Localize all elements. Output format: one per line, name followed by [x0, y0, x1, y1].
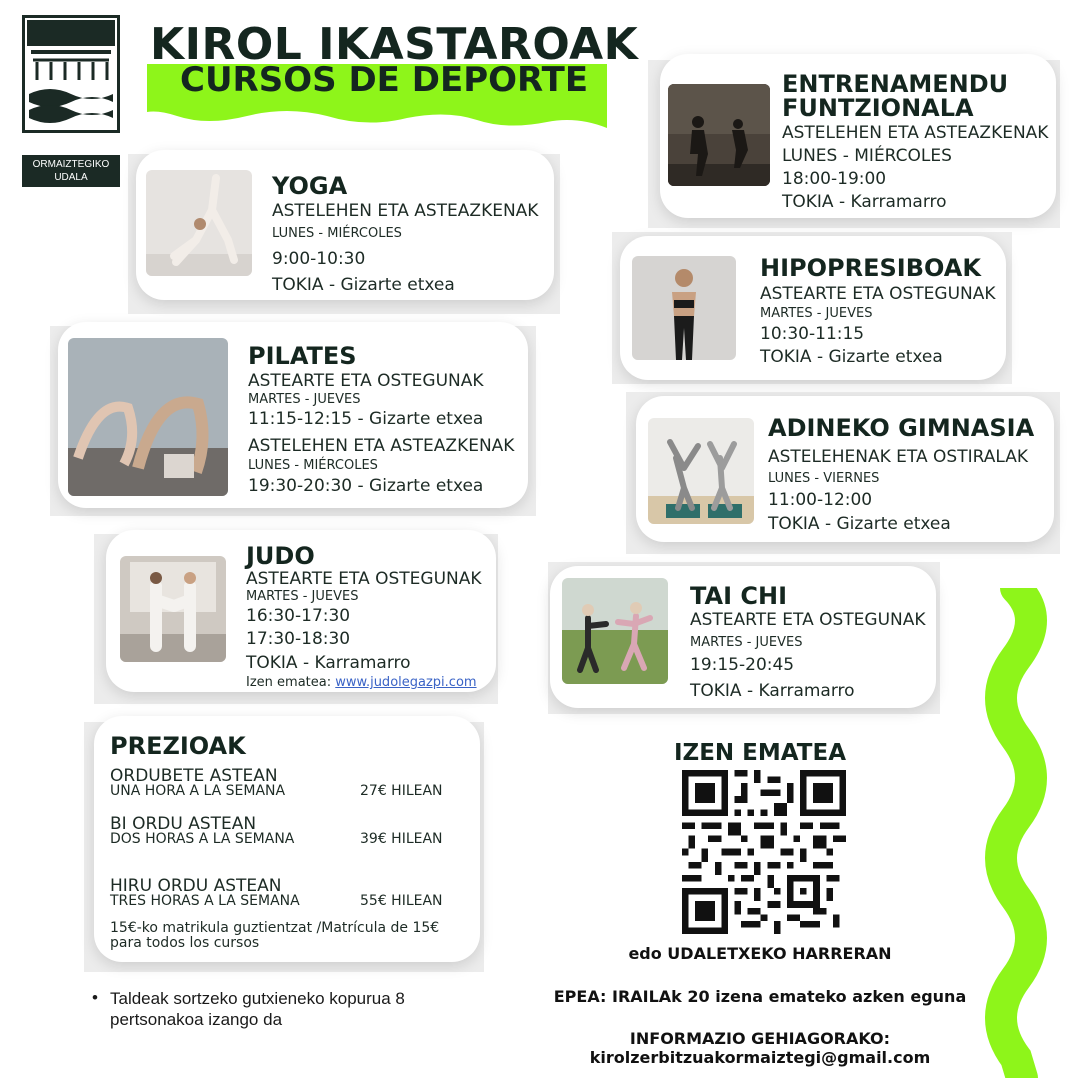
adineko-time: 11:00-12:00 [768, 490, 873, 510]
judo-signup-label: Izen ematea: [246, 675, 332, 690]
judo-signup-link[interactable]: www.judolegazpi.com [335, 675, 477, 690]
price-row-2-sub: DOS HORAS A LA SEMANA [110, 831, 295, 847]
decorative-green-wave [976, 588, 1060, 1078]
entrenamendu-days-eu: ASTELEHEN ETA ASTEAZKENAK [782, 123, 1049, 143]
adineko-place: TOKIA - Gizarte etxea [768, 514, 951, 534]
signup-alternative: edo UDALETXEKO HARRERAN [628, 944, 892, 963]
hipopresiboak-place: TOKIA - Gizarte etxea [760, 347, 943, 367]
judo-days-es: MARTES - JUEVES [246, 589, 359, 604]
hipopresiboak-photo [632, 256, 736, 360]
pilates-time-2: 19:30-20:30 - Gizarte etxea [248, 476, 484, 496]
logo-caption [22, 155, 120, 187]
hipopresiboak-days-eu: ASTEARTE ETA OSTEGUNAK [760, 284, 996, 304]
municipality-logo [22, 15, 120, 183]
course-card-judo [106, 530, 496, 692]
course-card-hipopresiboak [620, 236, 1006, 380]
entrenamendu-days-es: LUNES - MIÉRCOLES [782, 146, 952, 166]
pilates-days-es-2: LUNES - MIÉRCOLES [248, 458, 378, 473]
pilates-title: PILATES [248, 342, 357, 370]
logo-emblem [22, 15, 120, 133]
price-row-3-value: 55€ HILEAN [360, 893, 443, 909]
price-row-1-sub: UNA HORA A LA SEMANA [110, 783, 286, 799]
logo-text-line2: UDALA [54, 172, 88, 183]
prices-title: PREZIOAK [110, 732, 246, 760]
judo-time-1: 16:30-17:30 [246, 606, 351, 626]
course-card-pilates [58, 322, 528, 508]
group-minimum-note [92, 988, 492, 1030]
page-subtitle: CURSOS DE DEPORTE [180, 60, 589, 100]
info-title: INFORMAZIO GEHIAGORAKO: [629, 1029, 891, 1048]
judo-title: JUDO [246, 542, 315, 570]
taichi-title: TAI CHI [690, 582, 787, 610]
enrollment-note-line2: para todos los cursos [110, 935, 260, 951]
yoga-place: TOKIA - Gizarte etxea [272, 275, 455, 295]
pilates-days-eu-1: ASTEARTE ETA OSTEGUNAK [248, 371, 484, 391]
yoga-title: YOGA [272, 172, 348, 200]
yoga-time: 9:00-10:30 [272, 249, 366, 269]
pilates-days-eu-2: ASTELEHEN ETA ASTEAZKENAK [248, 436, 515, 456]
taichi-time: 19:15-20:45 [690, 655, 795, 675]
yoga-days-eu: ASTELEHEN ETA ASTEAZKENAK [272, 201, 539, 221]
bullet-line2: pertsonakoa izango da [110, 1010, 283, 1029]
pilates-days-es-1: MARTES - JUEVES [248, 392, 361, 407]
course-card-entrenamendu [660, 54, 1056, 218]
course-card-taichi [550, 566, 936, 708]
taichi-days-eu: ASTEARTE ETA OSTEGUNAK [690, 610, 926, 630]
adineko-title: ADINEKO GIMNASIA [768, 414, 1035, 442]
signup-title: IZEN EMATEA [673, 740, 847, 766]
hipopresiboak-time: 10:30-11:15 [760, 324, 865, 344]
yoga-photo [146, 170, 252, 276]
judo-photo [120, 556, 226, 662]
judo-days-eu: ASTEARTE ETA OSTEGUNAK [246, 569, 482, 589]
hipopresiboak-days-es: MARTES - JUEVES [760, 306, 873, 321]
entrenamendu-title-line2: FUNTZIONALA [782, 94, 974, 122]
page-title: KIROL IKASTAROAK [150, 19, 639, 70]
pilates-photo [68, 338, 228, 496]
signup-deadline: EPEA: IRAILAk 20 izena emateko azken eguna [553, 987, 967, 1006]
price-row-2-value: 39€ HILEAN [360, 831, 443, 847]
price-row-1-value: 27€ HILEAN [360, 783, 443, 799]
bullet-point-icon: • [92, 988, 98, 1007]
price-row-1-label: ORDUBETE ASTEAN [110, 766, 278, 786]
bullet-line1: Taldeak sortzeko gutxieneko kopurua 8 [110, 989, 405, 1008]
contact-email[interactable]: kirolzerbitzuakormaiztegi@gmail.com [589, 1048, 931, 1067]
signup-qr-code[interactable] [682, 770, 846, 934]
price-row-3-label: HIRU ORDU ASTEAN [110, 876, 282, 896]
adineko-days-eu: ASTELEHENAK ETA OSTIRALAK [768, 447, 1028, 467]
entrenamendu-time: 18:00-19:00 [782, 169, 887, 189]
course-card-adineko [636, 396, 1054, 542]
judo-signup [246, 675, 477, 691]
course-card-yoga [136, 150, 554, 300]
entrenamendu-title-line1: ENTRENAMENDU [782, 70, 1009, 98]
entrenamendu-photo [668, 84, 770, 186]
taichi-photo [562, 578, 668, 684]
price-row-2-label: BI ORDU ASTEAN [110, 814, 257, 834]
taichi-days-es: MARTES - JUEVES [690, 635, 803, 650]
logo-text-line1: ORMAIZTEGIKO [32, 159, 110, 170]
entrenamendu-place: TOKIA - Karramarro [782, 192, 947, 212]
hipopresiboak-title: HIPOPRESIBOAK [760, 254, 981, 282]
enrollment-note-line1: 15€-ko matrikula guztientzat /Matrícula de 15€ [110, 920, 440, 936]
price-row-3-sub: TRES HORAS A LA SEMANA [110, 893, 300, 909]
yoga-days-es: LUNES - MIÉRCOLES [272, 226, 402, 241]
adineko-days-es: LUNES - VIERNES [768, 471, 880, 486]
taichi-place: TOKIA - Karramarro [690, 681, 855, 701]
judo-place: TOKIA - Karramarro [246, 653, 411, 673]
pilates-time-1: 11:15-12:15 - Gizarte etxea [248, 409, 484, 429]
prices-card [94, 716, 480, 962]
adineko-photo [648, 418, 754, 524]
judo-time-2: 17:30-18:30 [246, 629, 351, 649]
